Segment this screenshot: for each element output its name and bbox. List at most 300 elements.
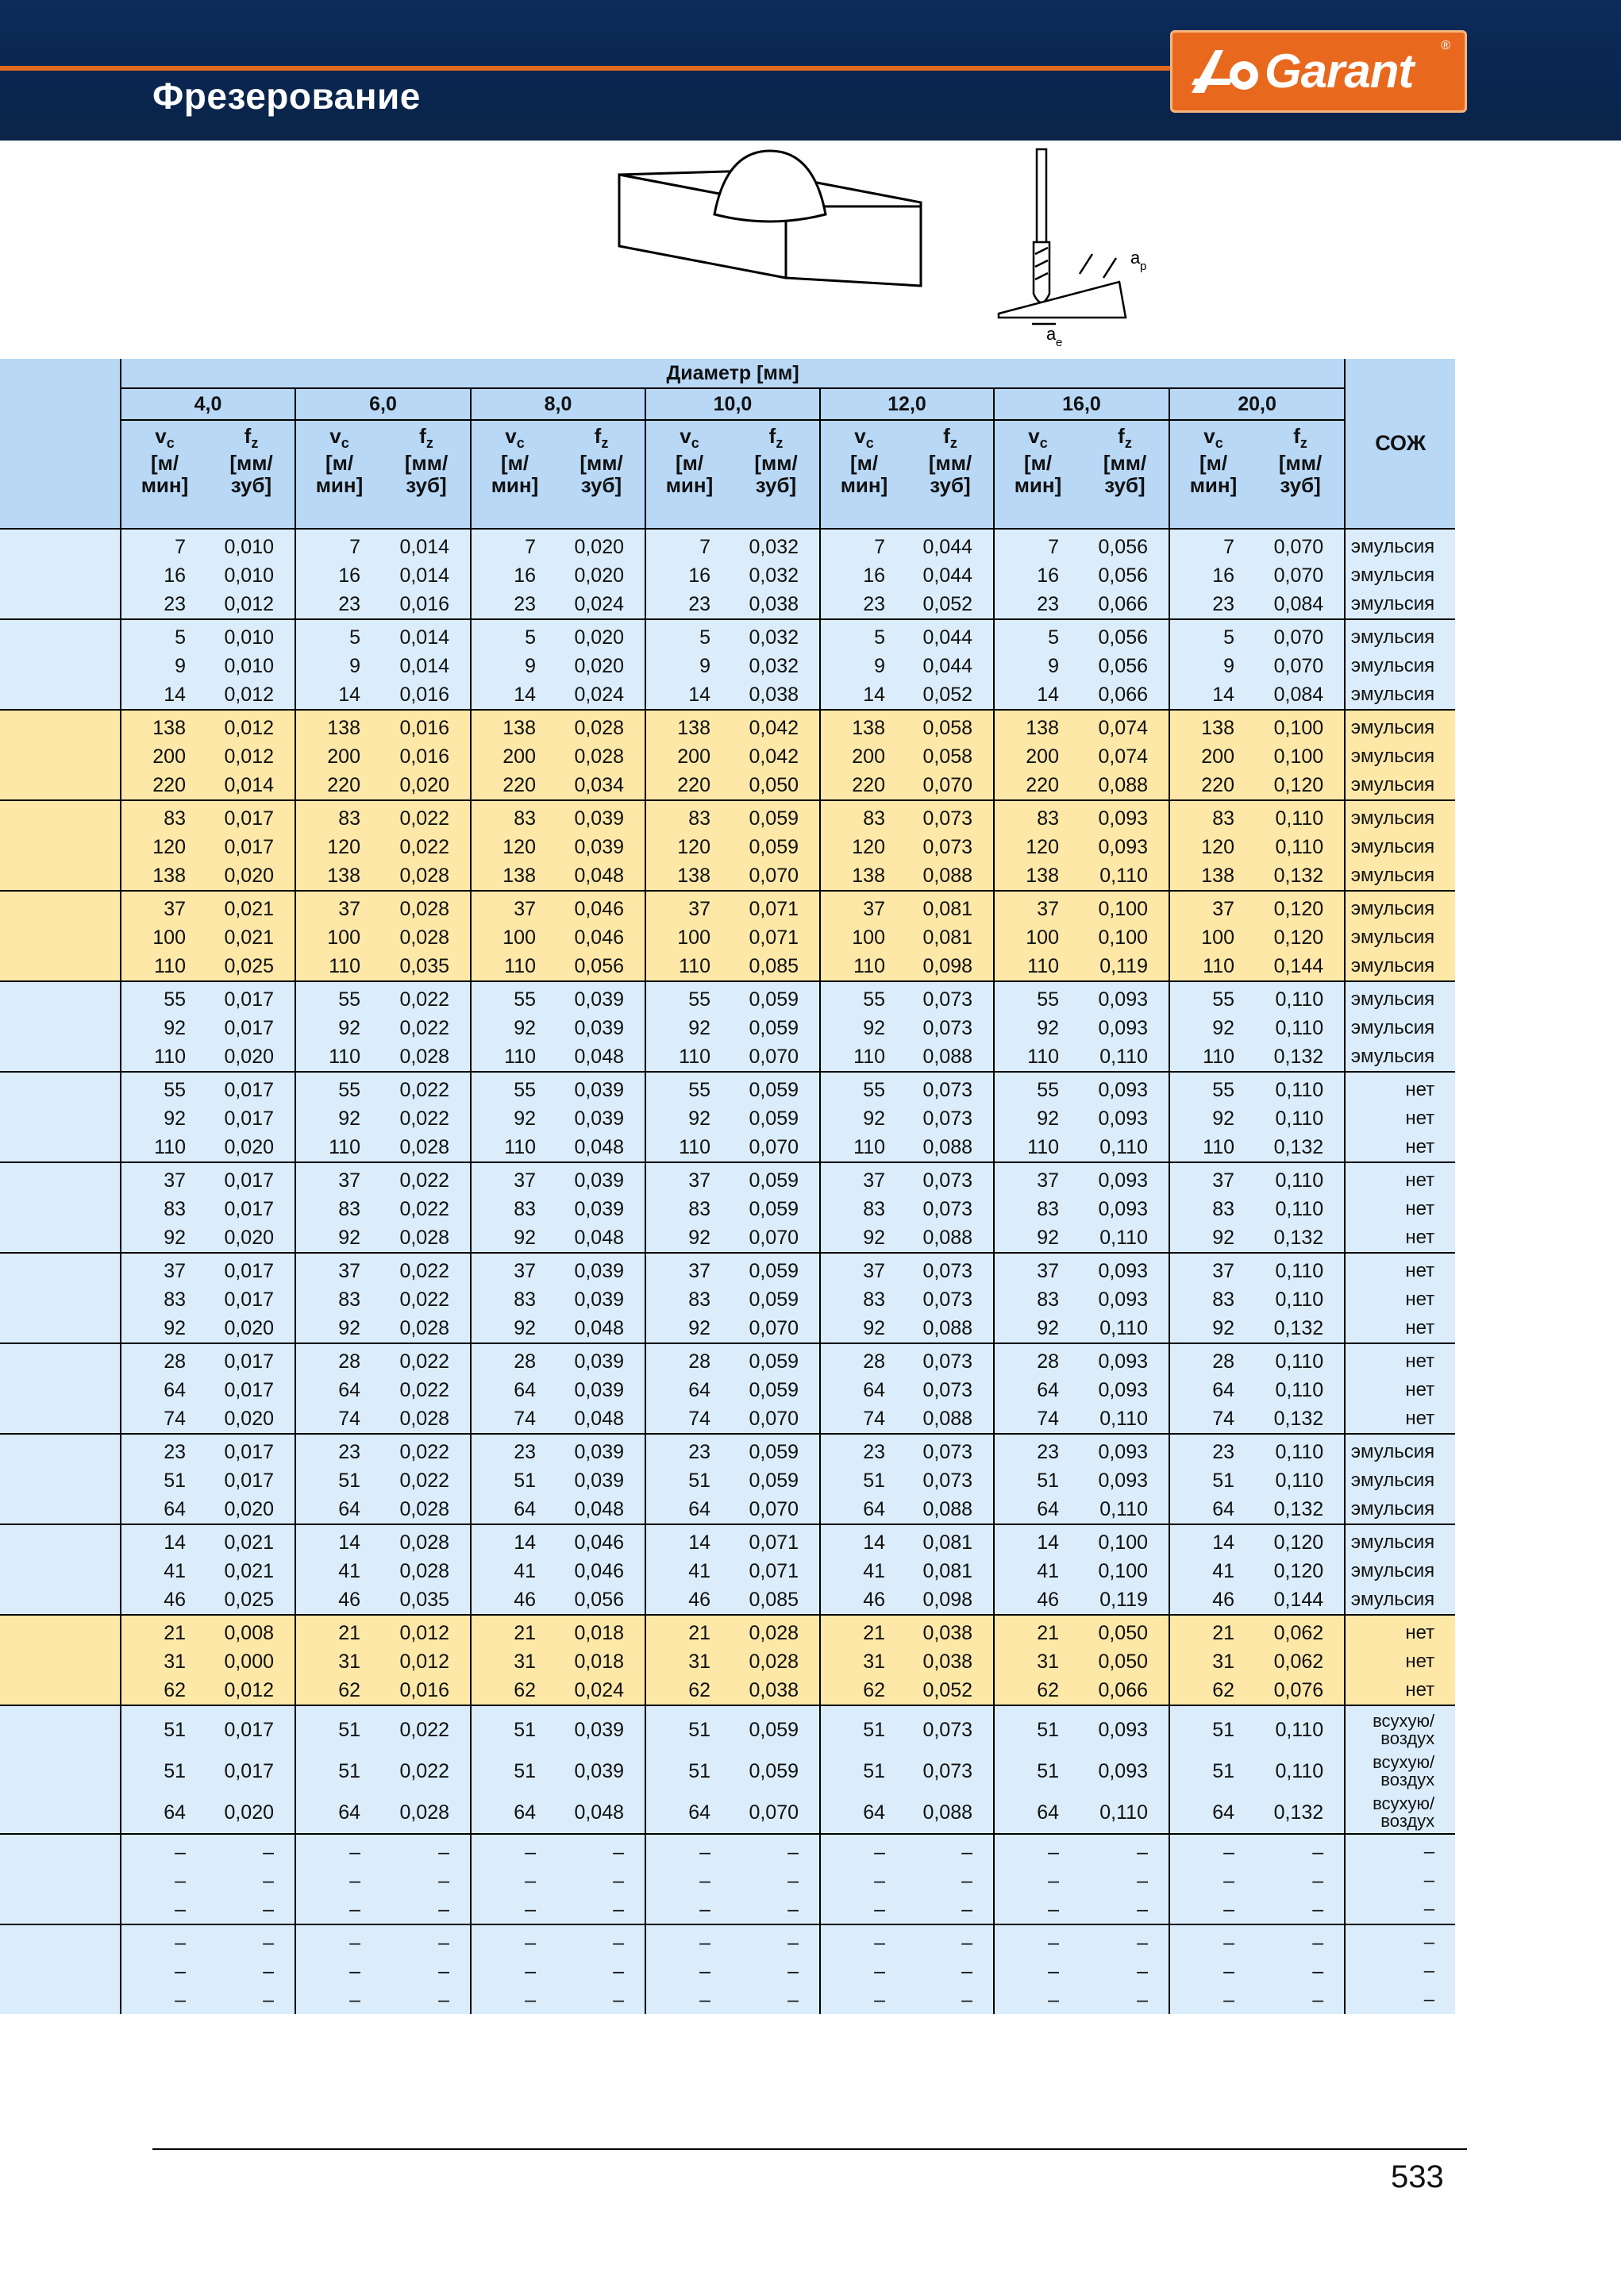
coolant-cell: эмульсия <box>1345 771 1455 800</box>
fz-cell: 0,056 <box>558 952 645 981</box>
material-cell <box>0 619 121 652</box>
fz-symbol: $f_z$ <box>733 420 820 452</box>
vc-cell: 138 <box>820 710 907 742</box>
vc-cell: – <box>820 1957 907 1986</box>
vc-cell: – <box>645 1866 733 1895</box>
fz-cell: 0,022 <box>383 1253 471 1285</box>
vc-cell: – <box>121 1957 208 1986</box>
vc-cell: 55 <box>121 1072 208 1104</box>
vc-cell: 23 <box>994 1434 1081 1466</box>
vc-cell: 31 <box>645 1647 733 1676</box>
diameter-values-row <box>0 388 1455 420</box>
vc-symbol: $v_c$ <box>1169 420 1257 452</box>
vc-cell: 23 <box>645 1434 733 1466</box>
fz-cell: 0,020 <box>558 652 645 680</box>
vc-cell: 83 <box>471 1285 558 1314</box>
fz-cell: 0,020 <box>208 1042 295 1072</box>
vc-cell: 64 <box>471 1376 558 1404</box>
fz-cell: 0,085 <box>733 1585 820 1615</box>
fz-cell: 0,052 <box>907 680 994 710</box>
table-row <box>0 1466 1455 1495</box>
vc-cell: 51 <box>471 1751 558 1792</box>
fz-cell: 0,056 <box>1081 652 1169 680</box>
vc-unit: [м/ мин] <box>1169 452 1257 529</box>
table-row <box>0 680 1455 710</box>
fz-cell: 0,039 <box>558 1195 645 1223</box>
fz-cell: – <box>907 1834 994 1866</box>
fz-cell: – <box>208 1957 295 1986</box>
fz-cell: 0,021 <box>208 1557 295 1585</box>
coolant-cell: нет <box>1345 1676 1455 1705</box>
coolant-cell: эмульсия <box>1345 981 1455 1014</box>
fz-cell: 0,110 <box>1081 1314 1169 1343</box>
fz-cell: 0,022 <box>383 1434 471 1466</box>
fz-cell: 0,039 <box>558 1285 645 1314</box>
vc-cell: 21 <box>295 1615 383 1647</box>
fz-cell: 0,020 <box>208 1133 295 1162</box>
material-cell <box>0 1072 121 1104</box>
vc-cell: 110 <box>820 1042 907 1072</box>
vc-cell: 37 <box>121 1253 208 1285</box>
vc-cell: 41 <box>1169 1557 1257 1585</box>
vc-cell: 120 <box>295 833 383 861</box>
vc-cell: 51 <box>820 1751 907 1792</box>
table-row <box>0 1376 1455 1404</box>
fz-cell: 0,044 <box>907 561 994 590</box>
vc-cell: 110 <box>471 1042 558 1072</box>
material-cell <box>0 1376 121 1404</box>
coolant-cell: эмульсия <box>1345 680 1455 710</box>
vc-cell: 5 <box>994 619 1081 652</box>
fz-cell: 0,093 <box>1081 1195 1169 1223</box>
fz-cell: 0,025 <box>208 952 295 981</box>
fz-cell: 0,038 <box>733 590 820 619</box>
fz-unit: [мм/ зуб] <box>733 452 820 529</box>
material-cell <box>0 1434 121 1466</box>
fz-cell: 0,093 <box>1081 981 1169 1014</box>
vc-cell: 92 <box>820 1314 907 1343</box>
fz-cell: 0,059 <box>733 833 820 861</box>
vc-cell: 74 <box>645 1404 733 1434</box>
fz-cell: 0,038 <box>733 1676 820 1705</box>
material-cell <box>0 800 121 833</box>
vc-cell: 74 <box>295 1404 383 1434</box>
fz-cell: 0,021 <box>208 891 295 923</box>
fz-unit: [мм/ зуб] <box>1081 452 1169 529</box>
table-row <box>0 1133 1455 1162</box>
vc-cell: 37 <box>471 1162 558 1195</box>
fz-cell: 0,020 <box>208 1314 295 1343</box>
fz-cell: 0,093 <box>1081 833 1169 861</box>
fz-cell: 0,012 <box>208 590 295 619</box>
fz-cell: 0,021 <box>208 923 295 952</box>
vc-cell: – <box>1169 1866 1257 1895</box>
fz-cell: 0,059 <box>733 1466 820 1495</box>
vc-symbol: $v_c$ <box>994 420 1081 452</box>
vc-cell: 14 <box>1169 1524 1257 1557</box>
fz-cell: 0,017 <box>208 1343 295 1376</box>
fz-symbol: $f_z$ <box>1081 420 1169 452</box>
fz-cell: 0,144 <box>1257 952 1345 981</box>
fz-cell: 0,020 <box>208 1404 295 1434</box>
material-cell <box>0 1195 121 1223</box>
fz-cell: 0,017 <box>208 1705 295 1751</box>
fz-cell: 0,059 <box>733 1343 820 1376</box>
vc-unit: [м/ мин] <box>645 452 733 529</box>
vc-cell: 28 <box>645 1343 733 1376</box>
vc-cell: 37 <box>295 1162 383 1195</box>
fz-cell: 0,039 <box>558 1072 645 1104</box>
fz-cell: 0,050 <box>1081 1615 1169 1647</box>
fz-cell: 0,062 <box>1257 1647 1345 1676</box>
coolant-cell: нет <box>1345 1285 1455 1314</box>
fz-cell: 0,110 <box>1081 1223 1169 1253</box>
diameter-value: 16,0 <box>994 388 1169 420</box>
material-cell <box>0 1834 121 1866</box>
fz-cell: 0,016 <box>383 742 471 771</box>
vc-cell: 92 <box>645 1314 733 1343</box>
fz-cell: – <box>1257 1986 1345 2014</box>
vc-cell: 51 <box>295 1705 383 1751</box>
fz-cell: 0,039 <box>558 1434 645 1466</box>
material-cell <box>0 1162 121 1195</box>
fz-cell: 0,050 <box>1081 1647 1169 1676</box>
fz-cell: 0,070 <box>1257 619 1345 652</box>
fz-cell: 0,070 <box>1257 561 1345 590</box>
fz-cell: 0,024 <box>558 680 645 710</box>
diameter-value: 4,0 <box>121 388 295 420</box>
vc-cell: 14 <box>471 680 558 710</box>
fz-cell: 0,044 <box>907 652 994 680</box>
vc-cell: 120 <box>1169 833 1257 861</box>
table-header <box>0 359 1455 529</box>
table-row <box>0 1253 1455 1285</box>
vc-cell: 14 <box>645 1524 733 1557</box>
diameter-header: Диаметр [мм] <box>121 359 1345 388</box>
vc-cell: 46 <box>295 1585 383 1615</box>
material-cell <box>0 1223 121 1253</box>
fz-cell: 0,028 <box>383 1524 471 1557</box>
vc-cell: 51 <box>1169 1705 1257 1751</box>
vc-cell: 51 <box>994 1751 1081 1792</box>
table-row <box>0 1751 1455 1792</box>
vc-cell: 83 <box>295 1285 383 1314</box>
table-row <box>0 800 1455 833</box>
ap-label-sub: p <box>1140 260 1147 273</box>
vc-cell: 51 <box>471 1705 558 1751</box>
fz-cell: – <box>733 1866 820 1895</box>
vc-cell: 31 <box>295 1647 383 1676</box>
vc-cell: 120 <box>471 833 558 861</box>
material-cell <box>0 652 121 680</box>
material-cell <box>0 1285 121 1314</box>
fz-cell: – <box>208 1866 295 1895</box>
fz-cell: 0,110 <box>1257 1705 1345 1751</box>
vc-cell: 83 <box>121 1285 208 1314</box>
vc-cell: 110 <box>295 952 383 981</box>
vc-cell: 220 <box>295 771 383 800</box>
vc-cell: 200 <box>471 742 558 771</box>
vc-cell: 55 <box>1169 1072 1257 1104</box>
fz-cell: 0,059 <box>733 1072 820 1104</box>
vc-cell: 64 <box>645 1376 733 1404</box>
fz-cell: 0,073 <box>907 1705 994 1751</box>
coolant-cell: эмульсия <box>1345 891 1455 923</box>
vc-cell: 74 <box>471 1404 558 1434</box>
table-row <box>0 1223 1455 1253</box>
vc-cell: 64 <box>295 1376 383 1404</box>
vc-cell: 138 <box>1169 710 1257 742</box>
fz-cell: 0,048 <box>558 1314 645 1343</box>
vc-cell: 92 <box>994 1014 1081 1042</box>
vc-cell: 110 <box>994 1133 1081 1162</box>
fz-cell: 0,059 <box>733 800 820 833</box>
fz-cell: 0,120 <box>1257 923 1345 952</box>
vc-cell: 37 <box>1169 1253 1257 1285</box>
diameter-value: 8,0 <box>471 388 645 420</box>
fz-cell: 0,088 <box>907 1042 994 1072</box>
table-row <box>0 1495 1455 1524</box>
vc-cell: 110 <box>295 1042 383 1072</box>
vc-cell: 37 <box>121 1162 208 1195</box>
vc-cell: 64 <box>295 1792 383 1834</box>
fz-cell: – <box>907 1957 994 1986</box>
vc-cell: 200 <box>994 742 1081 771</box>
fz-cell: 0,110 <box>1257 1751 1345 1792</box>
vc-cell: 14 <box>645 680 733 710</box>
vc-cell: – <box>994 1986 1081 2014</box>
fz-cell: 0,042 <box>733 710 820 742</box>
vc-cell: 220 <box>820 771 907 800</box>
coolant-cell: нет <box>1345 1072 1455 1104</box>
coolant-cell: эмульсия <box>1345 1495 1455 1524</box>
fz-cell: – <box>558 1866 645 1895</box>
vc-cell: 92 <box>471 1223 558 1253</box>
vc-symbol: $v_c$ <box>645 420 733 452</box>
symbol-row <box>0 420 1455 452</box>
table-row <box>0 923 1455 952</box>
vc-cell: – <box>471 1957 558 1986</box>
table-row <box>0 1195 1455 1223</box>
fz-cell: 0,028 <box>383 1223 471 1253</box>
material-cell <box>0 1524 121 1557</box>
vc-cell: – <box>820 1986 907 2014</box>
fz-cell: 0,120 <box>1257 1524 1345 1557</box>
fz-cell: 0,012 <box>383 1647 471 1676</box>
fz-cell: – <box>558 1834 645 1866</box>
fz-cell: 0,120 <box>1257 891 1345 923</box>
vc-cell: 110 <box>1169 1133 1257 1162</box>
vc-cell: 92 <box>820 1014 907 1042</box>
fz-cell: 0,110 <box>1257 1376 1345 1404</box>
workpiece-dome-drawing <box>619 151 921 286</box>
fz-cell: 0,110 <box>1257 1162 1345 1195</box>
fz-cell: 0,093 <box>1081 1253 1169 1285</box>
vc-cell: 23 <box>645 590 733 619</box>
vc-cell: – <box>820 1895 907 1924</box>
vc-cell: – <box>1169 1895 1257 1924</box>
vc-cell: 7 <box>645 529 733 561</box>
fz-cell: – <box>208 1834 295 1866</box>
vc-cell: 83 <box>645 1285 733 1314</box>
vc-cell: 5 <box>295 619 383 652</box>
vc-cell: – <box>1169 1986 1257 2014</box>
fz-cell: 0,032 <box>733 529 820 561</box>
vc-cell: 83 <box>471 800 558 833</box>
vc-cell: 83 <box>121 1195 208 1223</box>
fz-cell: 0,110 <box>1257 1466 1345 1495</box>
table-row <box>0 1524 1455 1557</box>
fz-cell: 0,098 <box>907 952 994 981</box>
vc-cell: 64 <box>121 1376 208 1404</box>
vc-cell: 55 <box>645 1072 733 1104</box>
fz-cell: 0,088 <box>907 1495 994 1524</box>
fz-cell: 0,074 <box>1081 742 1169 771</box>
vc-cell: – <box>471 1924 558 1957</box>
fz-cell: 0,022 <box>383 800 471 833</box>
vc-cell: 92 <box>471 1014 558 1042</box>
fz-cell: 0,020 <box>208 1223 295 1253</box>
coolant-header: СОЖ <box>1345 359 1455 529</box>
vc-cell: – <box>471 1866 558 1895</box>
fz-cell: 0,014 <box>383 561 471 590</box>
vc-cell: 92 <box>1169 1104 1257 1133</box>
vc-cell: 200 <box>645 742 733 771</box>
vc-cell: 51 <box>1169 1751 1257 1792</box>
fz-cell: – <box>1257 1895 1345 1924</box>
vc-cell: 16 <box>295 561 383 590</box>
fz-cell: 0,081 <box>907 891 994 923</box>
vc-cell: 51 <box>121 1705 208 1751</box>
ap-label: a <box>1130 248 1141 268</box>
vc-cell: 9 <box>121 652 208 680</box>
fz-cell: 0,022 <box>383 833 471 861</box>
vc-cell: 46 <box>121 1585 208 1615</box>
vc-cell: 138 <box>295 861 383 891</box>
vc-cell: 92 <box>645 1223 733 1253</box>
vc-cell: 92 <box>295 1223 383 1253</box>
fz-cell: 0,039 <box>558 981 645 1014</box>
vc-cell: 220 <box>994 771 1081 800</box>
diameter-value: 12,0 <box>820 388 994 420</box>
fz-cell: – <box>1081 1866 1169 1895</box>
table-row <box>0 1986 1455 2014</box>
fz-cell: 0,048 <box>558 1042 645 1072</box>
vc-cell: 7 <box>471 529 558 561</box>
milling-illustration <box>611 143 1167 349</box>
vc-cell: 37 <box>1169 1162 1257 1195</box>
fz-cell: 0,039 <box>558 800 645 833</box>
table-row <box>0 833 1455 861</box>
cutting-data-table <box>0 359 1455 2014</box>
fz-cell: 0,059 <box>733 1376 820 1404</box>
material-cell <box>0 1792 121 1834</box>
vc-cell: 23 <box>471 590 558 619</box>
fz-cell: 0,073 <box>907 1466 994 1495</box>
vc-cell: 92 <box>121 1223 208 1253</box>
material-cell <box>0 1133 121 1162</box>
vc-cell: 51 <box>121 1466 208 1495</box>
vc-cell: 51 <box>994 1705 1081 1751</box>
fz-cell: 0,028 <box>733 1647 820 1676</box>
material-cell <box>0 1647 121 1676</box>
page-title: Фрезерование <box>152 75 421 117</box>
fz-cell: – <box>208 1924 295 1957</box>
vc-cell: 83 <box>645 800 733 833</box>
vc-cell: 9 <box>471 652 558 680</box>
fz-cell: 0,018 <box>558 1647 645 1676</box>
vc-cell: 110 <box>121 952 208 981</box>
fz-cell: 0,012 <box>208 1676 295 1705</box>
table-row <box>0 981 1455 1014</box>
vc-cell: 51 <box>645 1751 733 1792</box>
fz-cell: 0,100 <box>1257 742 1345 771</box>
vc-cell: 16 <box>471 561 558 590</box>
material-cell <box>0 1986 121 2014</box>
fz-cell: 0,074 <box>1081 710 1169 742</box>
fz-cell: 0,028 <box>383 891 471 923</box>
fz-cell: – <box>383 1957 471 1986</box>
material-cell <box>0 742 121 771</box>
material-header-cell <box>0 359 121 529</box>
fz-cell: 0,073 <box>907 981 994 1014</box>
vc-cell: 16 <box>121 561 208 590</box>
fz-cell: 0,017 <box>208 1195 295 1223</box>
coolant-cell: эмульсия <box>1345 1042 1455 1072</box>
vc-cell: 92 <box>645 1104 733 1133</box>
vc-cell: 62 <box>295 1676 383 1705</box>
vc-cell: – <box>1169 1957 1257 1986</box>
fz-cell: 0,056 <box>1081 529 1169 561</box>
vc-cell: 220 <box>121 771 208 800</box>
fz-cell: – <box>907 1895 994 1924</box>
vc-cell: – <box>121 1924 208 1957</box>
vc-cell: 120 <box>121 833 208 861</box>
vc-cell: 138 <box>1169 861 1257 891</box>
table-row <box>0 1957 1455 1986</box>
fz-cell: 0,028 <box>383 1314 471 1343</box>
fz-cell: 0,052 <box>907 590 994 619</box>
fz-cell: 0,059 <box>733 981 820 1014</box>
header-accent-line <box>0 66 1175 71</box>
vc-cell: 21 <box>471 1615 558 1647</box>
vc-cell: 46 <box>1169 1585 1257 1615</box>
fz-cell: 0,022 <box>383 981 471 1014</box>
vc-cell: 9 <box>820 652 907 680</box>
material-cell <box>0 1314 121 1343</box>
coolant-cell: нет <box>1345 1162 1455 1195</box>
vc-cell: 83 <box>295 1195 383 1223</box>
vc-cell: 138 <box>471 710 558 742</box>
fz-cell: 0,017 <box>208 1072 295 1104</box>
vc-cell: 83 <box>471 1195 558 1223</box>
fz-cell: 0,022 <box>383 1072 471 1104</box>
vc-cell: 83 <box>820 1285 907 1314</box>
table-row <box>0 529 1455 561</box>
fz-unit: [мм/ зуб] <box>383 452 471 529</box>
garant-logo <box>1170 30 1467 113</box>
table-row <box>0 1647 1455 1676</box>
fz-cell: 0,048 <box>558 861 645 891</box>
fz-cell: 0,017 <box>208 1376 295 1404</box>
vc-cell: 51 <box>994 1466 1081 1495</box>
vc-cell: 23 <box>820 1434 907 1466</box>
vc-cell: 92 <box>295 1014 383 1042</box>
fz-cell: 0,032 <box>733 619 820 652</box>
vc-cell: 51 <box>295 1466 383 1495</box>
fz-cell: 0,070 <box>733 1042 820 1072</box>
fz-cell: 0,016 <box>383 590 471 619</box>
